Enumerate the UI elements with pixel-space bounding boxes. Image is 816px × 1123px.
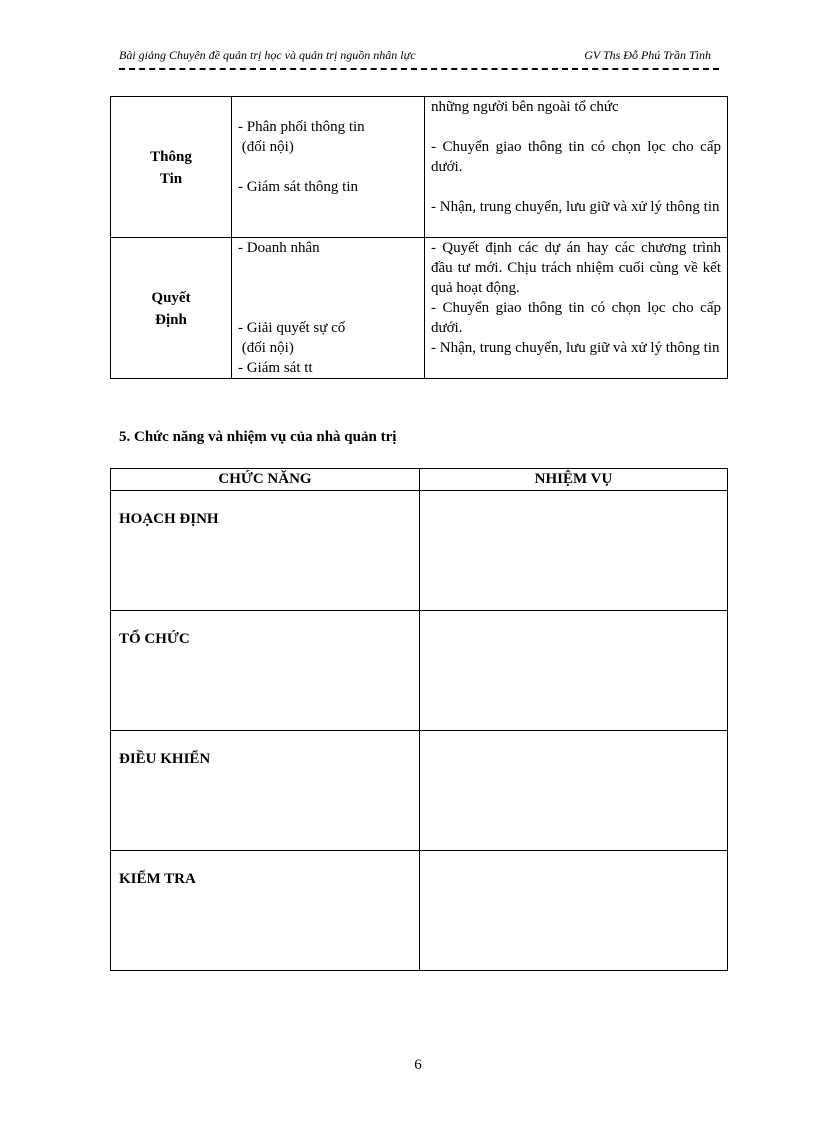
table-row xyxy=(111,851,728,971)
function-cell xyxy=(111,611,420,731)
column-header-tasks: NHIỆM VỤ xyxy=(420,469,728,491)
activity-item: (đối nội) xyxy=(238,340,294,356)
task-cell-empty xyxy=(420,611,728,731)
function-cell xyxy=(111,731,420,851)
page-header xyxy=(119,48,711,68)
activity-item: - Phân phối thông tin xyxy=(238,119,365,135)
header-lecturer: GV Ths Đỗ Phú Trần Tình xyxy=(584,48,711,62)
task-item: - Nhận, trung chuyển, lưu giữ và xử lý thông tin xyxy=(431,199,720,215)
activities-cell xyxy=(232,97,425,238)
header-course-title: Bài giảng Chuyên đề quản trị học và quản trị nguồn nhân lực xyxy=(119,48,416,62)
tasks-cell xyxy=(425,238,728,379)
activity-item: (đối nội) xyxy=(238,139,294,155)
task-cell-empty xyxy=(420,731,728,851)
role-label-line: Thông xyxy=(150,149,192,165)
section-heading: 5. Chức năng và nhiệm vụ của nhà quản trị xyxy=(119,429,397,445)
table-header-row xyxy=(111,469,728,491)
activity-item: - Giám sát thông tin xyxy=(238,179,358,195)
activity-item: - Giải quyết sự cố xyxy=(238,320,346,336)
activity-item: - Doanh nhân xyxy=(238,240,320,256)
table-row xyxy=(111,97,728,238)
activities-cell xyxy=(232,238,425,379)
table-row xyxy=(111,731,728,851)
function-cell xyxy=(111,491,420,611)
functions-tasks-table xyxy=(110,468,728,971)
manager-roles-table xyxy=(110,96,728,379)
tasks-cell xyxy=(425,97,728,238)
task-cell-empty xyxy=(420,491,728,611)
function-label: ĐIỀU KHIỂN xyxy=(119,751,211,767)
function-label: HOẠCH ĐỊNH xyxy=(119,511,219,527)
function-label: TỔ CHỨC xyxy=(119,631,190,647)
role-label-line: Quyết xyxy=(151,290,191,306)
role-cell-decision xyxy=(111,238,232,379)
role-label-line: Tin xyxy=(159,171,183,187)
column-header-function: CHỨC NĂNG xyxy=(111,469,420,491)
header-divider xyxy=(119,68,719,70)
table-row xyxy=(111,491,728,611)
task-item: - Nhận, trung chuyển, lưu giữ và xử lý thông tin xyxy=(431,340,720,356)
table-row xyxy=(111,238,728,379)
task-item: - Chuyển giao thông tin có chọn lọc cho cấp dưới. xyxy=(431,300,721,336)
page-number: 6 xyxy=(414,1057,422,1073)
function-cell xyxy=(111,851,420,971)
activity-item: - Giám sát tt xyxy=(238,360,313,376)
task-item: những người bên ngoài tổ chức xyxy=(431,99,619,115)
task-item: - Chuyển giao thông tin có chọn lọc cho cấp dưới. xyxy=(431,139,721,175)
task-item: - Quyết định các dự án hay các chương trình đầu tư mới. Chịu trách nhiệm cuối cùng về kết quả hoạt động. xyxy=(431,240,721,296)
task-cell-empty xyxy=(420,851,728,971)
role-cell-information xyxy=(111,97,232,238)
role-label-line: Định xyxy=(155,312,187,328)
function-label: KIỂM TRA xyxy=(119,871,196,887)
table-row xyxy=(111,611,728,731)
